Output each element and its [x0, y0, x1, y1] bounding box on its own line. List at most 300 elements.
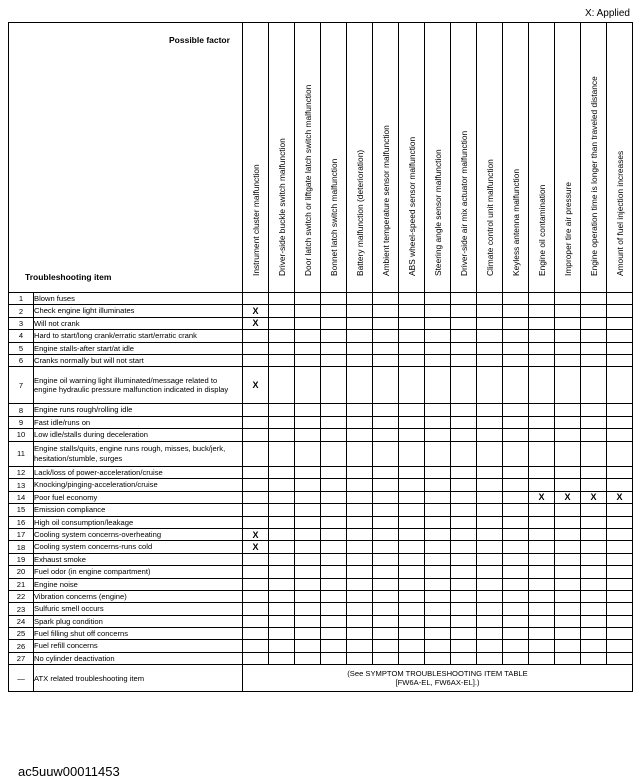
- mark-cell: [451, 429, 477, 441]
- troubleshooting-table: [8, 22, 633, 692]
- mark-cell: [529, 615, 555, 627]
- mark-cell: [425, 566, 451, 578]
- mark-cell: [243, 615, 269, 627]
- table-row: [9, 404, 633, 416]
- mark-cell: [451, 367, 477, 404]
- mark-cell: [425, 628, 451, 640]
- row-number: 1: [9, 293, 34, 305]
- mark-cell: [425, 404, 451, 416]
- mark-cell: [399, 640, 425, 652]
- mark-cell: [503, 441, 529, 467]
- mark-cell: [529, 429, 555, 441]
- mark-cell: [243, 553, 269, 565]
- mark-cell: [269, 367, 295, 404]
- mark-cell: [581, 429, 607, 441]
- mark-cell: [607, 628, 633, 640]
- mark-cell: [529, 504, 555, 516]
- mark-cell: [555, 640, 581, 652]
- mark-cell: [295, 516, 321, 528]
- mark-cell: [477, 528, 503, 540]
- mark-cell: [295, 566, 321, 578]
- mark-cell: [295, 628, 321, 640]
- mark-cell: [581, 467, 607, 479]
- mark-cell: [607, 441, 633, 467]
- mark-cell: [581, 516, 607, 528]
- mark-cell: [347, 603, 373, 615]
- mark-cell: [529, 528, 555, 540]
- mark-cell: [451, 354, 477, 366]
- mark-cell: [529, 330, 555, 342]
- mark-cell: [373, 652, 399, 664]
- mark-cell: [529, 640, 555, 652]
- mark-cell: [451, 441, 477, 467]
- factor-header: [243, 23, 269, 293]
- mark-cell: [555, 566, 581, 578]
- mark-cell: [503, 491, 529, 503]
- table-row: [9, 330, 633, 342]
- mark-cell: [477, 491, 503, 503]
- factor-header: [295, 23, 321, 293]
- factor-header: [529, 23, 555, 293]
- troubleshooting-item-label: Troubleshooting item: [25, 272, 112, 282]
- factor-header: [555, 23, 581, 293]
- mark-cell: [451, 566, 477, 578]
- row-item: Lack/loss of power-acceleration/cruise: [34, 467, 243, 479]
- factor-label: Improper tire air pressure: [562, 181, 573, 276]
- row-item: Sulfuric smell occurs: [34, 603, 243, 615]
- factor-label: Keyless antenna malfunction: [510, 168, 521, 276]
- mark-cell: [451, 317, 477, 329]
- atx-note-line2: [FW6A-EL, FW6AX-EL].): [395, 678, 480, 688]
- mark-cell: [373, 467, 399, 479]
- mark-cell: [347, 504, 373, 516]
- mark-cell: [243, 652, 269, 664]
- mark-cell: [477, 317, 503, 329]
- mark-cell: [347, 330, 373, 342]
- mark-cell: [243, 404, 269, 416]
- mark-cell: [503, 516, 529, 528]
- row-number: 11: [9, 441, 34, 467]
- mark-cell: [555, 354, 581, 366]
- row-number: 23: [9, 603, 34, 615]
- mark-cell: [321, 317, 347, 329]
- mark-cell: [347, 342, 373, 354]
- mark-cell: [581, 342, 607, 354]
- mark-cell: [321, 467, 347, 479]
- mark-cell: [451, 467, 477, 479]
- table-row: [9, 416, 633, 428]
- mark-cell: [243, 628, 269, 640]
- mark-cell: [555, 528, 581, 540]
- mark-cell: [321, 528, 347, 540]
- mark-cell: [451, 479, 477, 491]
- mark-cell: [555, 603, 581, 615]
- mark-cell: [425, 528, 451, 540]
- mark-cell: [607, 404, 633, 416]
- factor-label: Steering angle sensor malfunction: [432, 149, 443, 276]
- mark-cell: [581, 330, 607, 342]
- mark-cell: [425, 317, 451, 329]
- mark-cell: [477, 590, 503, 602]
- mark-cell: [425, 504, 451, 516]
- mark-cell: [503, 404, 529, 416]
- row-number: 22: [9, 590, 34, 602]
- table-row: [9, 479, 633, 491]
- mark-cell: [373, 429, 399, 441]
- mark-cell: [607, 553, 633, 565]
- mark-cell: [477, 354, 503, 366]
- mark-cell: [399, 528, 425, 540]
- mark-cell: [373, 441, 399, 467]
- mark-cell: [243, 416, 269, 428]
- mark-cell: X: [243, 305, 269, 317]
- mark-cell: [555, 429, 581, 441]
- row-item: Exhaust smoke: [34, 553, 243, 565]
- mark-cell: [399, 603, 425, 615]
- factor-header: [451, 23, 477, 293]
- row-number: 8: [9, 404, 34, 416]
- mark-cell: [425, 553, 451, 565]
- mark-cell: [399, 628, 425, 640]
- mark-cell: [269, 504, 295, 516]
- mark-cell: [399, 354, 425, 366]
- mark-cell: [529, 553, 555, 565]
- factor-label: ABS wheel-speed sensor malfunction: [406, 136, 417, 276]
- mark-cell: [243, 578, 269, 590]
- mark-cell: [425, 342, 451, 354]
- mark-cell: [269, 652, 295, 664]
- mark-cell: [477, 640, 503, 652]
- mark-cell: [607, 566, 633, 578]
- mark-cell: [269, 553, 295, 565]
- mark-cell: [607, 416, 633, 428]
- mark-cell: [477, 416, 503, 428]
- factor-header: [347, 23, 373, 293]
- mark-cell: [581, 640, 607, 652]
- mark-cell: [477, 305, 503, 317]
- mark-cell: [321, 354, 347, 366]
- atx-note-line1: (See SYMPTOM TROUBLESHOOTING ITEM TABLE: [347, 668, 528, 678]
- row-item: High oil consumption/leakage: [34, 516, 243, 528]
- mark-cell: [529, 342, 555, 354]
- mark-cell: [477, 541, 503, 553]
- mark-cell: [555, 330, 581, 342]
- table-body: [9, 293, 633, 692]
- row-number: 27: [9, 652, 34, 664]
- mark-cell: [607, 516, 633, 528]
- mark-cell: [451, 615, 477, 627]
- mark-cell: X: [529, 491, 555, 503]
- mark-cell: [243, 603, 269, 615]
- mark-cell: [269, 317, 295, 329]
- table-row: [9, 628, 633, 640]
- mark-cell: [269, 541, 295, 553]
- mark-cell: [321, 590, 347, 602]
- row-number: 15: [9, 504, 34, 516]
- mark-cell: [451, 504, 477, 516]
- mark-cell: [529, 305, 555, 317]
- table-row: [9, 590, 633, 602]
- mark-cell: [425, 305, 451, 317]
- factor-header: [373, 23, 399, 293]
- factor-header: [503, 23, 529, 293]
- mark-cell: [451, 541, 477, 553]
- mark-cell: [581, 578, 607, 590]
- row-item: Fuel refill concerns: [34, 640, 243, 652]
- mark-cell: [555, 578, 581, 590]
- mark-cell: [477, 467, 503, 479]
- mark-cell: [503, 528, 529, 540]
- row-number: 17: [9, 528, 34, 540]
- mark-cell: [425, 441, 451, 467]
- row-item: Engine noise: [34, 578, 243, 590]
- mark-cell: [321, 305, 347, 317]
- mark-cell: [347, 467, 373, 479]
- row-number: 2: [9, 305, 34, 317]
- mark-cell: [607, 479, 633, 491]
- mark-cell: [425, 590, 451, 602]
- mark-cell: [529, 479, 555, 491]
- mark-cell: [373, 516, 399, 528]
- factor-header: [425, 23, 451, 293]
- mark-cell: [269, 590, 295, 602]
- mark-cell: [529, 628, 555, 640]
- mark-cell: [555, 293, 581, 305]
- mark-cell: [399, 479, 425, 491]
- row-item: Cooling system concerns-runs cold: [34, 541, 243, 553]
- mark-cell: [555, 479, 581, 491]
- mark-cell: [321, 628, 347, 640]
- row-number: 10: [9, 429, 34, 441]
- mark-cell: [373, 416, 399, 428]
- table-header-row: [9, 23, 633, 293]
- mark-cell: [581, 628, 607, 640]
- mark-cell: [347, 441, 373, 467]
- table-row: [9, 354, 633, 366]
- mark-cell: [243, 441, 269, 467]
- mark-cell: [243, 566, 269, 578]
- atx-row: [9, 665, 633, 692]
- mark-cell: [555, 516, 581, 528]
- row-item: Engine runs rough/rolling idle: [34, 404, 243, 416]
- mark-cell: [529, 293, 555, 305]
- factor-label: Driver-side buckle switch malfunction: [276, 138, 287, 276]
- mark-cell: [399, 516, 425, 528]
- mark-cell: [269, 566, 295, 578]
- mark-cell: [373, 504, 399, 516]
- table-row: [9, 516, 633, 528]
- mark-cell: [581, 553, 607, 565]
- row-item: Spark plug condition: [34, 615, 243, 627]
- factor-label: Amount of fuel injection increases: [614, 150, 625, 276]
- mark-cell: [295, 553, 321, 565]
- mark-cell: [295, 578, 321, 590]
- table-row: [9, 603, 633, 615]
- mark-cell: [399, 590, 425, 602]
- mark-cell: [581, 404, 607, 416]
- mark-cell: [295, 615, 321, 627]
- row-number: 25: [9, 628, 34, 640]
- mark-cell: [321, 516, 347, 528]
- mark-cell: [477, 603, 503, 615]
- mark-cell: [503, 615, 529, 627]
- mark-cell: [373, 553, 399, 565]
- table-row: [9, 528, 633, 540]
- mark-cell: [295, 441, 321, 467]
- mark-cell: [321, 416, 347, 428]
- row-item: Cranks normally but will not start: [34, 354, 243, 366]
- mark-cell: [269, 578, 295, 590]
- mark-cell: [451, 553, 477, 565]
- mark-cell: [373, 491, 399, 503]
- row-number: 4: [9, 330, 34, 342]
- mark-cell: [503, 429, 529, 441]
- mark-cell: [295, 342, 321, 354]
- mark-cell: [321, 652, 347, 664]
- figure-id: ac5uuw00011453: [18, 764, 120, 779]
- mark-cell: [373, 528, 399, 540]
- mark-cell: [503, 305, 529, 317]
- mark-cell: [529, 566, 555, 578]
- mark-cell: [529, 441, 555, 467]
- mark-cell: [373, 603, 399, 615]
- mark-cell: [451, 330, 477, 342]
- row-number: 21: [9, 578, 34, 590]
- mark-cell: [451, 652, 477, 664]
- row-item: Poor fuel economy: [34, 491, 243, 503]
- mark-cell: [607, 640, 633, 652]
- mark-cell: [425, 603, 451, 615]
- mark-cell: [347, 566, 373, 578]
- mark-cell: [321, 640, 347, 652]
- mark-cell: [477, 367, 503, 404]
- mark-cell: [581, 354, 607, 366]
- mark-cell: [425, 640, 451, 652]
- mark-cell: [477, 615, 503, 627]
- header-corner-cell: [9, 23, 243, 293]
- mark-cell: [399, 404, 425, 416]
- mark-cell: [581, 652, 607, 664]
- mark-cell: [399, 416, 425, 428]
- mark-cell: [425, 652, 451, 664]
- factor-label: Door latch switch or liftgate latch switch malfunction: [302, 84, 313, 276]
- mark-cell: [425, 416, 451, 428]
- mark-cell: [347, 541, 373, 553]
- row-number: 5: [9, 342, 34, 354]
- legend: X: Applied: [584, 8, 630, 19]
- mark-cell: [503, 553, 529, 565]
- mark-cell: [269, 467, 295, 479]
- mark-cell: [503, 566, 529, 578]
- mark-cell: [581, 615, 607, 627]
- row-number: 16: [9, 516, 34, 528]
- mark-cell: [373, 330, 399, 342]
- mark-cell: [477, 342, 503, 354]
- mark-cell: [607, 342, 633, 354]
- table-row: [9, 578, 633, 590]
- mark-cell: [373, 293, 399, 305]
- mark-cell: [503, 317, 529, 329]
- mark-cell: [477, 479, 503, 491]
- mark-cell: [373, 342, 399, 354]
- mark-cell: [347, 528, 373, 540]
- mark-cell: [581, 416, 607, 428]
- row-number: 14: [9, 491, 34, 503]
- mark-cell: [451, 578, 477, 590]
- mark-cell: [373, 367, 399, 404]
- mark-cell: [295, 416, 321, 428]
- mark-cell: [373, 541, 399, 553]
- table-row: [9, 615, 633, 627]
- mark-cell: [399, 504, 425, 516]
- table-row: [9, 504, 633, 516]
- mark-cell: [295, 603, 321, 615]
- mark-cell: [373, 566, 399, 578]
- table-row: [9, 441, 633, 467]
- mark-cell: [477, 293, 503, 305]
- mark-cell: [295, 491, 321, 503]
- mark-cell: [529, 578, 555, 590]
- possible-factor-label: Possible factor: [169, 35, 230, 45]
- mark-cell: [321, 615, 347, 627]
- mark-cell: [451, 491, 477, 503]
- mark-cell: [503, 652, 529, 664]
- row-number: 7: [9, 367, 34, 404]
- factor-label: Battery malfunction (deterioration): [354, 149, 365, 276]
- mark-cell: [503, 367, 529, 404]
- mark-cell: [295, 354, 321, 366]
- mark-cell: [373, 354, 399, 366]
- table-row: [9, 293, 633, 305]
- mark-cell: [373, 578, 399, 590]
- mark-cell: [321, 491, 347, 503]
- mark-cell: [399, 553, 425, 565]
- mark-cell: [503, 416, 529, 428]
- mark-cell: [451, 305, 477, 317]
- mark-cell: [243, 590, 269, 602]
- factor-label: Climate control unit malfunction: [484, 159, 495, 276]
- row-item: Engine stalls/quits, engine runs rough, misses, buck/jerk, hesitation/stumble, surges: [34, 441, 243, 467]
- mark-cell: [529, 317, 555, 329]
- mark-cell: [555, 367, 581, 404]
- table-row: [9, 305, 633, 317]
- mark-cell: [373, 305, 399, 317]
- mark-cell: X: [243, 317, 269, 329]
- row-item: Engine oil warning light illuminated/message related to engine hydraulic pressure malfunction indicated in display: [34, 367, 243, 404]
- mark-cell: [529, 541, 555, 553]
- mark-cell: [477, 553, 503, 565]
- mark-cell: [503, 293, 529, 305]
- row-item: Cooling system concerns-overheating: [34, 528, 243, 540]
- mark-cell: [425, 467, 451, 479]
- mark-cell: [295, 541, 321, 553]
- mark-cell: [295, 317, 321, 329]
- mark-cell: [503, 541, 529, 553]
- mark-cell: [347, 404, 373, 416]
- mark-cell: [347, 578, 373, 590]
- mark-cell: [529, 516, 555, 528]
- mark-cell: [607, 603, 633, 615]
- row-item: Fuel odor (in engine compartment): [34, 566, 243, 578]
- mark-cell: [607, 528, 633, 540]
- mark-cell: [295, 429, 321, 441]
- mark-cell: [295, 293, 321, 305]
- mark-cell: [321, 330, 347, 342]
- mark-cell: [269, 305, 295, 317]
- mark-cell: [269, 615, 295, 627]
- row-item: Engine stalls-after start/at idle: [34, 342, 243, 354]
- mark-cell: [347, 479, 373, 491]
